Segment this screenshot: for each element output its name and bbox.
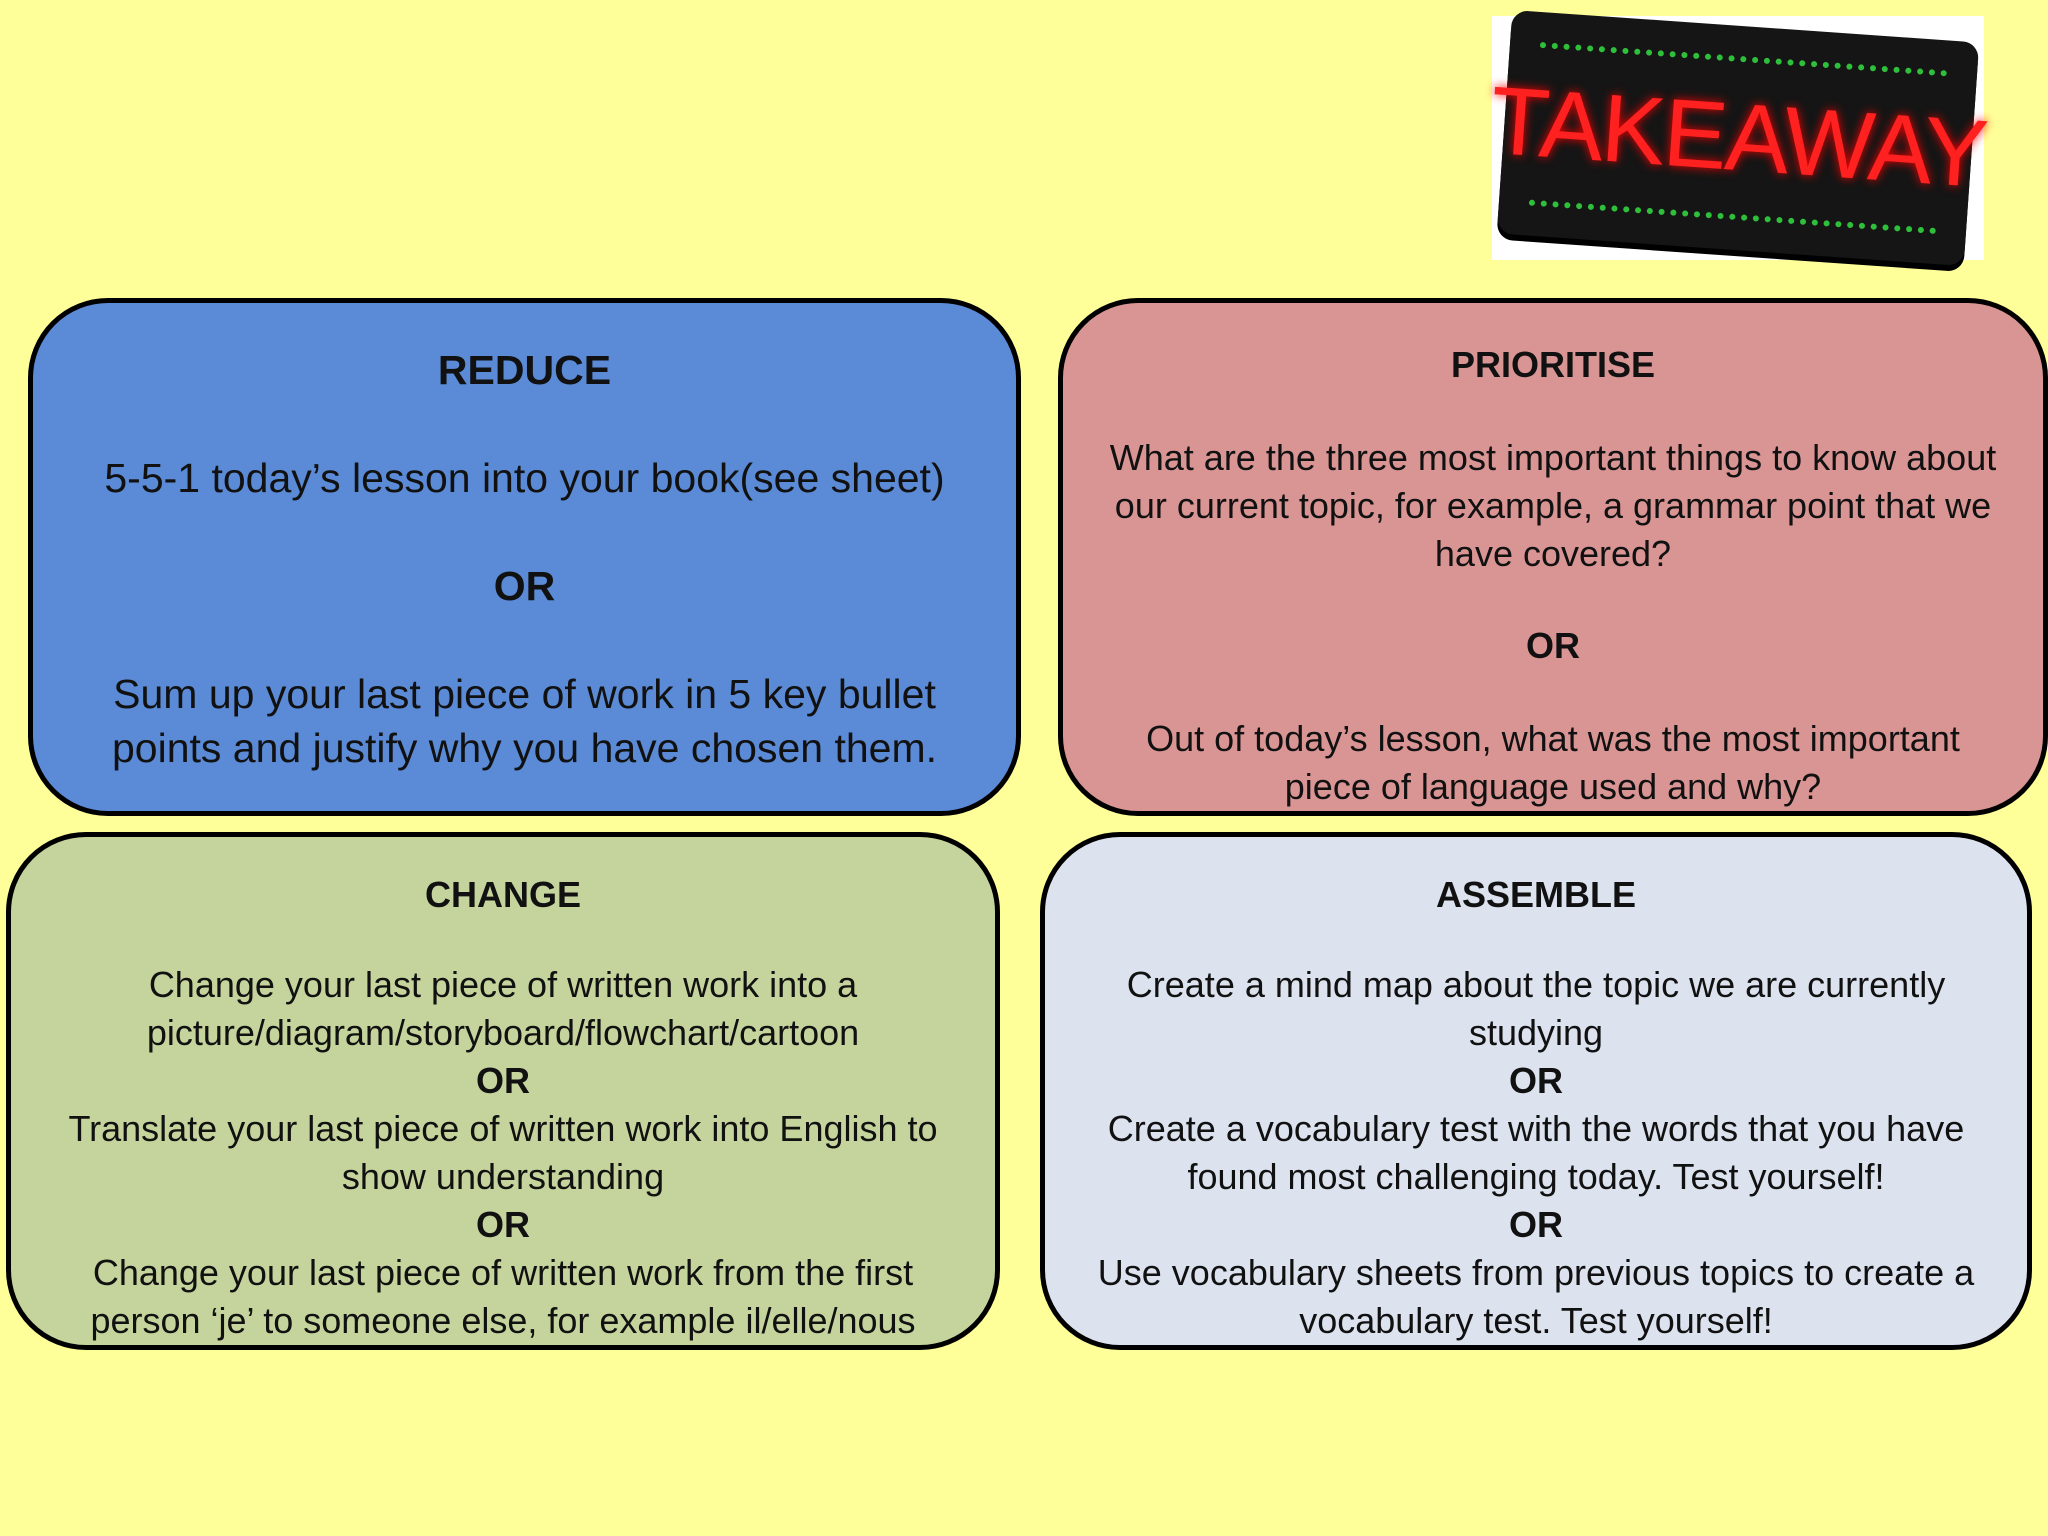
prioritise-or: OR [1526, 625, 1580, 667]
green-led-strip-top [1540, 42, 1947, 76]
change-title: CHANGE [424, 874, 581, 915]
assemble-card [1040, 832, 2032, 1350]
prioritise-title: PRIORITISE [1450, 344, 1656, 385]
change-card [6, 832, 1000, 1350]
reduce-or: OR [493, 563, 556, 609]
change-or-2: OR [476, 1204, 530, 1245]
assemble-option-1: Create a mind map about the topic we are currently studying [1126, 964, 1946, 1053]
takeaway-sign-image [1486, 16, 1990, 260]
assemble-option-2: Create a vocabulary test with the words that you have found most challenging today. Test yourself! [1107, 1108, 1965, 1197]
assemble-title: ASSEMBLE [1435, 874, 1637, 915]
led-sign-board [1486, 10, 1990, 266]
reduce-title: REDUCE [437, 347, 612, 393]
reduce-option-1: 5-5-1 today’s lesson into your book(see sheet) [104, 455, 945, 501]
takeaway-sign-text: TAKEAWAY [1486, 66, 1990, 209]
prioritise-card [1058, 298, 2048, 816]
change-option-1: Change your last piece of written work into a picture/diagram/storyboard/flowchart/cartoon [146, 964, 860, 1053]
change-option-2: Translate your last piece of written work into English to show understanding [68, 1108, 938, 1197]
reduce-option-2: Sum up your last piece of work in 5 key bullet points and justify why you have chosen them. [111, 671, 938, 771]
assemble-or-1: OR [1509, 1060, 1563, 1101]
prioritise-option-2: Out of today’s lesson, what was the most important piece of language used and why? [1146, 718, 1960, 808]
change-or-1: OR [476, 1060, 530, 1101]
change-option-3: Change your last piece of written work from the first person ‘je’ to someone else, for example il/elle/nous [90, 1252, 916, 1341]
prioritise-option-1: What are the three most important things to know about our current topic, for example, a grammar point that we have covered? [1109, 436, 1997, 574]
green-led-strip-bottom [1529, 200, 1936, 234]
assemble-option-3: Use vocabulary sheets from previous topics to create a vocabulary test. Test yourself! [1097, 1252, 1975, 1341]
assemble-or-2: OR [1509, 1204, 1563, 1245]
reduce-card [28, 298, 1021, 816]
